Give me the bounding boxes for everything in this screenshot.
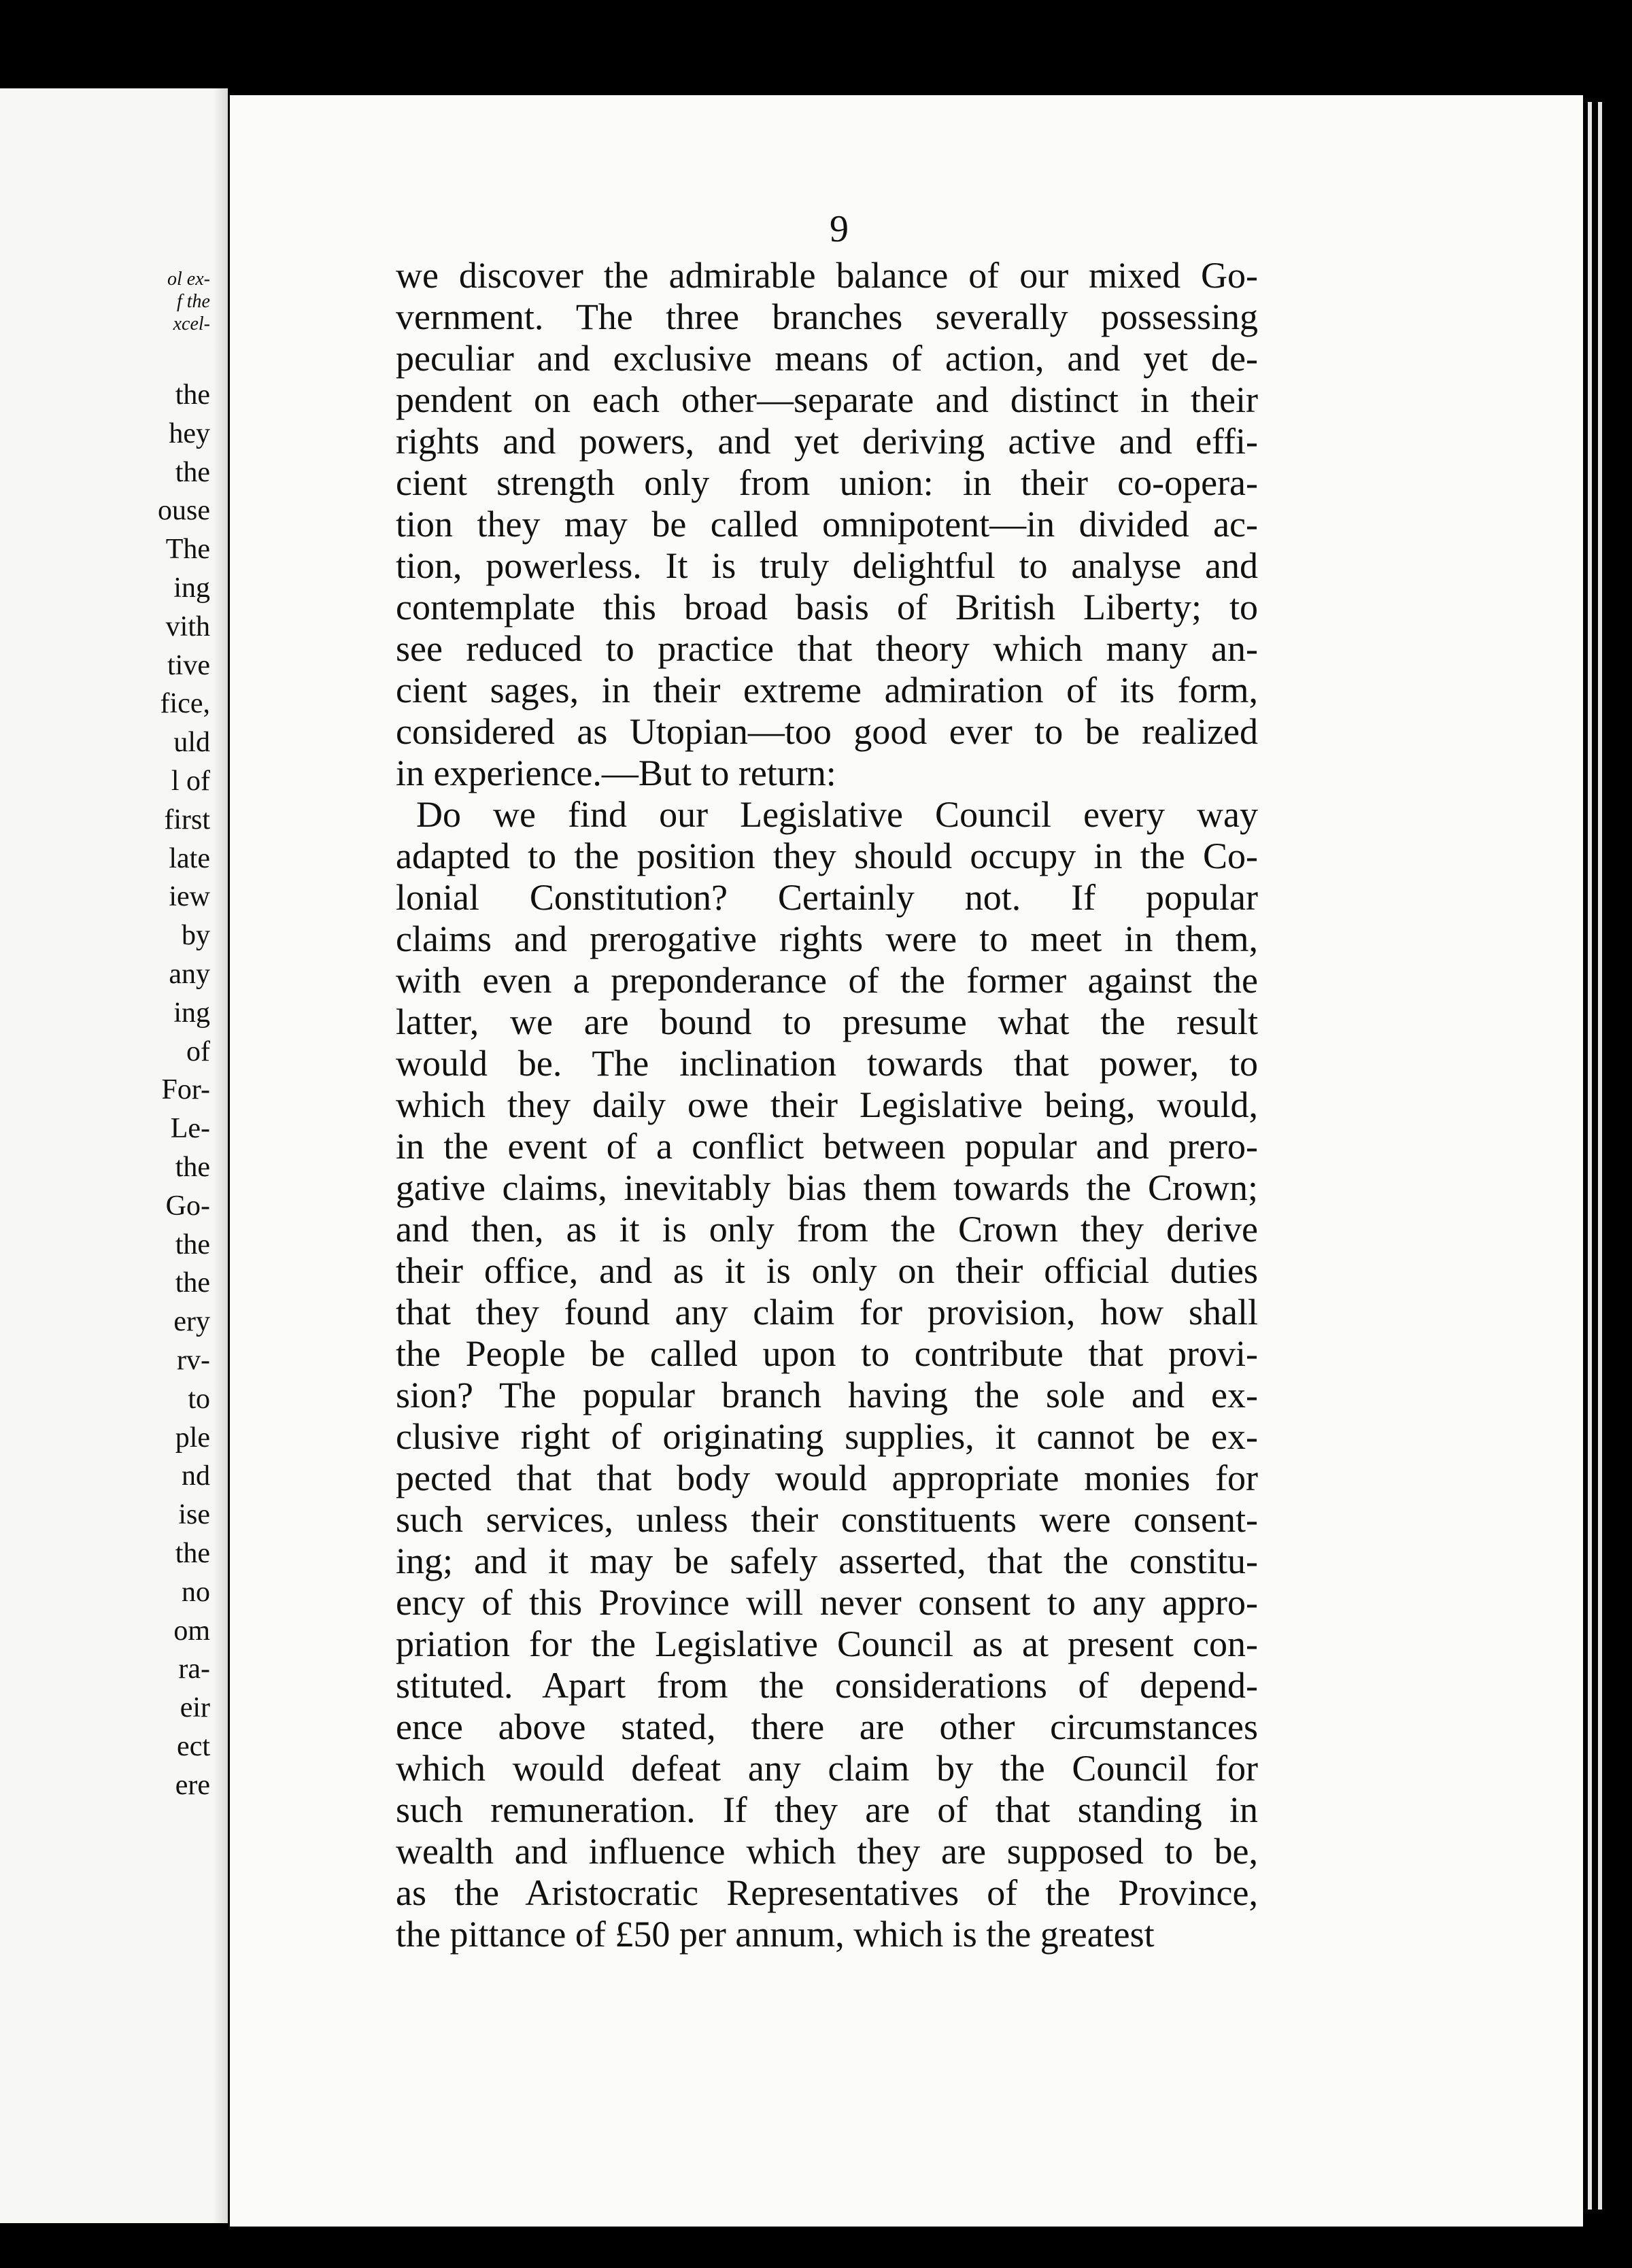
- text-line: ence above stated, there are other circumstances: [396, 1706, 1258, 1747]
- left-page-fragment: eir: [180, 1692, 210, 1724]
- left-page-fragment: The: [165, 534, 210, 566]
- left-page-fragment: Go-: [165, 1190, 210, 1222]
- text-line: contemplate this broad basis of British Liberty; to: [396, 587, 1258, 628]
- left-page-fragment: iew: [169, 881, 210, 913]
- text-line: rights and powers, and yet deriving active and effi-: [396, 421, 1258, 462]
- text-line: in the event of a conflict between popular and prero-: [396, 1126, 1258, 1167]
- text-line: adapted to the position they should occupy in the Co-: [396, 836, 1258, 876]
- left-page-fragment: rv-: [177, 1345, 210, 1376]
- left-page-fragment: uld: [173, 727, 210, 759]
- text-line: ency of this Province will never consent to any appro-: [396, 1582, 1258, 1623]
- left-page-fragment: om: [173, 1615, 210, 1647]
- text-line: the pittance of £50 per annum, which is the greatest: [396, 1914, 1155, 1955]
- text-line: we discover the admirable balance of our mixed Go-: [396, 255, 1258, 296]
- left-page-fragment: ple: [175, 1422, 210, 1454]
- left-page-fragment: ise: [178, 1499, 210, 1531]
- left-page-fragment: the: [175, 1152, 210, 1183]
- left-page-fragment: any: [169, 959, 210, 990]
- text-line: gative claims, inevitably bias them towards the Crown;: [396, 1167, 1258, 1208]
- left-page-fragment: ol ex-: [167, 269, 210, 290]
- left-page-fragment: hey: [169, 417, 210, 449]
- left-page-fragment: the: [175, 1538, 210, 1569]
- left-page-fragment: the: [175, 1228, 210, 1260]
- text-line: the People be called upon to contribute that provi-: [396, 1333, 1258, 1374]
- left-page-fragment: ing: [173, 997, 210, 1029]
- left-page-fragment: For-: [161, 1074, 210, 1106]
- left-page-fragment: ect: [177, 1731, 210, 1762]
- text-line: tion, powerless. It is truly delightful to analyse and: [396, 545, 1258, 586]
- left-page-fragment: nd: [182, 1460, 210, 1492]
- text-line: in experience.—But to return:: [396, 753, 836, 793]
- text-line: such remuneration. If they are of that standing in: [396, 1789, 1258, 1830]
- left-page-fragment: xcel-: [173, 313, 210, 334]
- text-line: that they found any claim for provision, how shall: [396, 1292, 1258, 1333]
- text-line: pected that that body would appropriate monies for: [396, 1458, 1258, 1498]
- text-line: ing; and it may be safely asserted, that the constitu-: [396, 1541, 1258, 1581]
- text-line: cient sages, in their extreme admiration of its form,: [396, 670, 1258, 710]
- left-page-fragment: late: [169, 842, 210, 874]
- left-page-fragment: to: [188, 1383, 210, 1415]
- left-page-fragment: the: [175, 379, 210, 411]
- left-page-fragment: the: [175, 456, 210, 488]
- text-line: peculiar and exclusive means of action, and yet de-: [396, 338, 1258, 379]
- text-line: their office, and as it is only on their official duties: [396, 1250, 1258, 1291]
- text-line: tion they may be called omnipotent—in divided ac-: [396, 504, 1258, 545]
- left-page-fragment: by: [182, 920, 210, 952]
- text-line: priation for the Legislative Council as at present con-: [396, 1623, 1258, 1664]
- left-page-fragment: ery: [173, 1306, 210, 1338]
- page-number: 9: [830, 208, 849, 250]
- text-line: would be. The inclination towards that power, to: [396, 1043, 1258, 1084]
- left-page-fragment: l of: [171, 766, 210, 797]
- left-page-fragment: ere: [175, 1769, 210, 1801]
- text-line: see reduced to practice that theory which many an-: [396, 628, 1258, 669]
- text-line: considered as Utopian—too good ever to be realized: [396, 711, 1258, 752]
- left-page-fragment: no: [182, 1576, 210, 1608]
- text-line: lonial Constitution? Certainly not. If popular: [396, 877, 1258, 918]
- left-page-fragment: ing: [173, 572, 210, 604]
- text-line: claims and prerogative rights were to meet in them,: [396, 918, 1258, 959]
- text-line: vernment. The three branches severally possessing: [396, 296, 1258, 337]
- left-page-fragment: Le-: [170, 1113, 210, 1145]
- text-line: latter, we are bound to presume what the result: [396, 1001, 1258, 1042]
- text-line: as the Aristocratic Representatives of the Province,: [396, 1872, 1258, 1913]
- left-page-fragment: first: [164, 804, 210, 836]
- text-line: cient strength only from union: in their co-opera-: [396, 462, 1258, 503]
- text-line: wealth and influence which they are supposed to be,: [396, 1831, 1258, 1872]
- left-page-fragment: of: [186, 1035, 210, 1067]
- left-page-fragment: ouse: [158, 495, 210, 527]
- page-edge: [1588, 102, 1592, 2210]
- text-line: and then, as it is only from the Crown they derive: [396, 1209, 1258, 1250]
- page-gutter: [213, 88, 228, 2223]
- page-body-text: [396, 255, 1258, 1955]
- text-line: such services, unless their constituents were consent-: [396, 1499, 1258, 1540]
- text-line: which would defeat any claim by the Council for: [396, 1748, 1258, 1789]
- left-page-fragment: f the: [177, 291, 210, 312]
- left-page-fragment: tive: [167, 649, 210, 681]
- left-page-fragment: fice,: [160, 688, 210, 720]
- left-page-fragment: the: [175, 1267, 210, 1299]
- text-line: pendent on each other—separate and distinct in their: [396, 379, 1258, 420]
- left-page-fragment: ra-: [178, 1653, 210, 1685]
- text-line: clusive right of originating supplies, it cannot be ex-: [396, 1416, 1258, 1457]
- text-line: stituted. Apart from the considerations of depend-: [396, 1665, 1258, 1706]
- text-line: sion? The popular branch having the sole and ex-: [396, 1375, 1258, 1415]
- text-line: Do we find our Legislative Council every way: [416, 794, 1258, 835]
- left-page: [0, 88, 228, 2223]
- page-edge: [1598, 102, 1602, 2210]
- left-page-fragment: vith: [165, 611, 210, 642]
- text-line: with even a preponderance of the former against the: [396, 960, 1258, 1001]
- text-line: which they daily owe their Legislative being, would,: [396, 1084, 1258, 1125]
